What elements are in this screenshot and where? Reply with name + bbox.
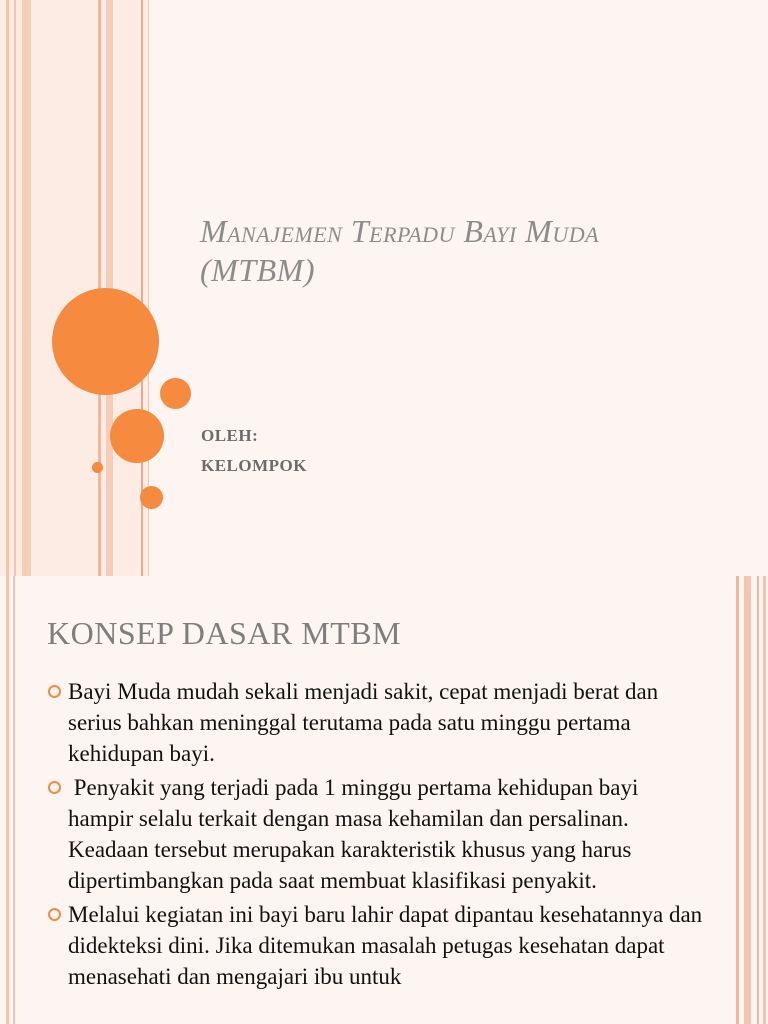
decorative-stripe — [6, 576, 9, 1024]
title-line-2: (MTBM) — [200, 252, 315, 288]
list-item — [46, 676, 706, 769]
bullet-circle-icon — [48, 908, 61, 921]
bullet-text: Bayi Muda mudah sekali menjadi sakit, cepat menjadi berat dan serius bahkan meninggal terutama pada satu minggu pertama kehidupan bayi. — [68, 679, 659, 766]
bullet-text: Melalui kegiatan ini bayi baru lahir dapat dipantau kesehatannya dan didekteksi dini. Jika ditemukan masalah petugas kesehatan dapat menasehati dan mengajari ibu untuk — [68, 902, 703, 989]
tiny-circle-decoration — [92, 462, 103, 473]
slide-heading: KONSEP DASAR MTBM — [47, 615, 402, 651]
list-item — [46, 772, 706, 896]
kelompok-label: KELOMPOK — [201, 456, 307, 475]
list-item — [46, 899, 706, 992]
medium-circle-decoration — [110, 409, 164, 463]
bullet-list — [46, 676, 706, 995]
decorative-stripe — [736, 576, 739, 1024]
small-circle-decoration — [140, 486, 163, 509]
slide-title — [200, 212, 740, 290]
decorative-stripe — [757, 576, 759, 1024]
small-circle-decoration — [160, 378, 191, 409]
decorative-stripe — [22, 0, 31, 576]
oleh-label: OLEH: — [201, 426, 259, 445]
title-line-1: Manajemen Terpadu Bayi Muda — [200, 213, 600, 249]
decorative-stripe — [13, 576, 15, 1024]
bullet-text: Penyakit yang terjadi pada 1 minggu pertama kehidupan bayi hampir selalu terkait dengan masa kehamilan dan persalinan. Keadaan tersebut merupakan karakteristik khusus yang harus dipertimbangkan pada saat membuat klasifikasi penyakit. — [68, 775, 645, 893]
bullet-circle-icon — [48, 781, 61, 794]
decorative-stripe — [14, 0, 16, 576]
decorative-stripe — [6, 0, 9, 576]
large-circle-decoration — [52, 288, 159, 395]
decorative-stripe — [763, 576, 766, 1024]
decorative-stripe — [744, 576, 751, 1024]
bullet-circle-icon — [48, 685, 61, 698]
